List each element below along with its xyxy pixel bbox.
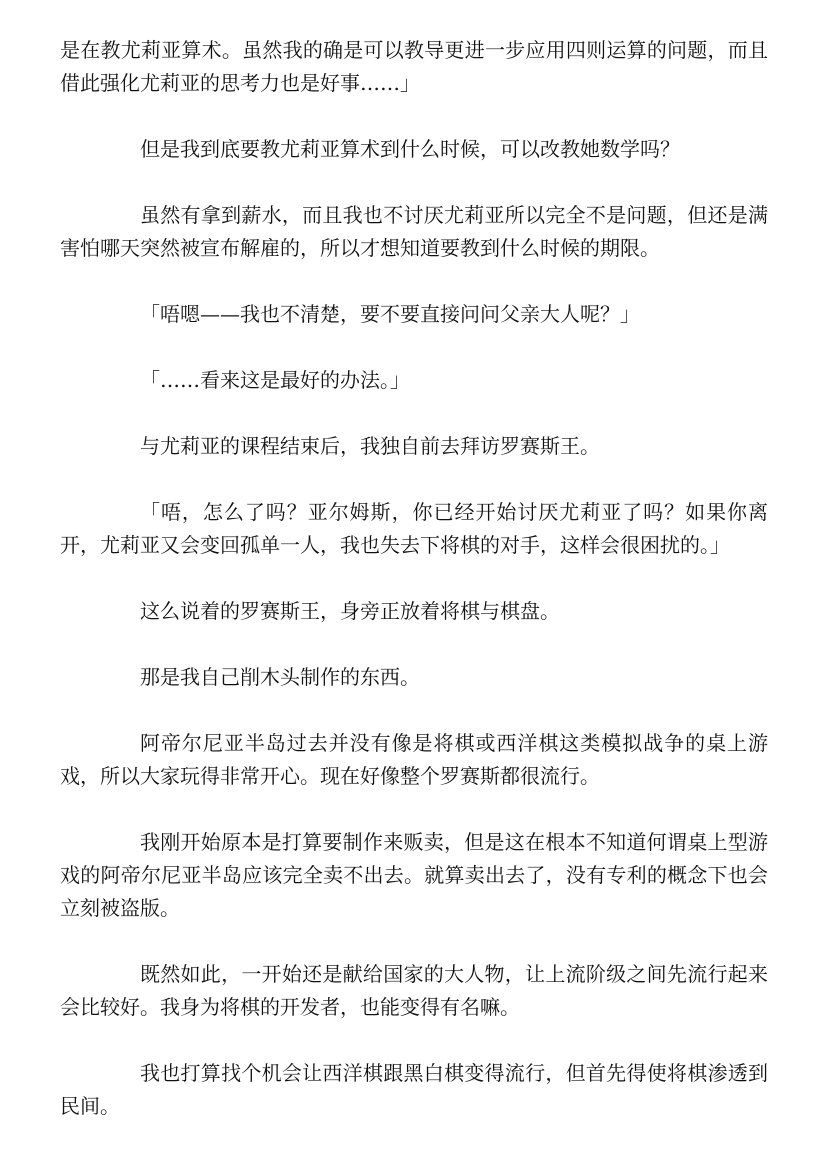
dialogue-paragraph: 「唔嗯——我也不清楚，要不要直接问问父亲大人呢？」 [140,302,640,326]
document-page [60,34,768,1156]
paragraph: 我刚开始原本是打算要制作来贩卖，但是这在根本不知道何谓桌上型游戏的阿帝尔尼亚半岛应该完全卖不出去。就算卖出去了，没有专利的概念下也会立刻被盗版。 [60,830,768,920]
dialogue-paragraph: 「唔，怎么了吗？亚尔姆斯，你已经开始讨厌尤莉亚了吗？如果你离开，尤莉亚又会变回孤单一人，我也失去下将棋的对手，这样会很困扰的。」 [60,500,768,557]
paragraph: 虽然有拿到薪水，而且我也不讨厌尤莉亚所以完全不是问题，但还是满害怕哪天突然被宣布解雇的，所以才想知道要教到什么时候的期限。 [60,203,768,260]
dialogue-paragraph: 「……看来这是最好的办法。」 [140,368,410,392]
paragraph: 但是我到底要教尤莉亚算术到什么时候，可以改教她数学吗？ [140,137,680,161]
paragraph: 既然如此，一开始还是献给国家的大人物，让上流阶级之间先流行起来会比较好。我身为将棋的开发者，也能变得有名嘛。 [60,962,768,1019]
paragraph: 是在教尤莉亚算术。虽然我的确是可以教导更进一步应用四则运算的问题，而且借此强化尤莉亚的思考力也是好事……」 [60,38,768,95]
paragraph: 这么说着的罗赛斯王，身旁正放着将棋与棋盘。 [140,599,560,623]
paragraph: 我也打算找个机会让西洋棋跟黑白棋变得流行，但首先得使将棋渗透到民间。 [60,1061,768,1118]
paragraph: 那是我自己削木头制作的东西。 [140,665,420,689]
paragraph: 与尤莉亚的课程结束后，我独自前去拜访罗赛斯王。 [140,434,600,458]
paragraph: 阿帝尔尼亚半岛过去并没有像是将棋或西洋棋这类模拟战争的桌上游戏，所以大家玩得非常开心。现在好像整个罗赛斯都很流行。 [60,731,768,788]
